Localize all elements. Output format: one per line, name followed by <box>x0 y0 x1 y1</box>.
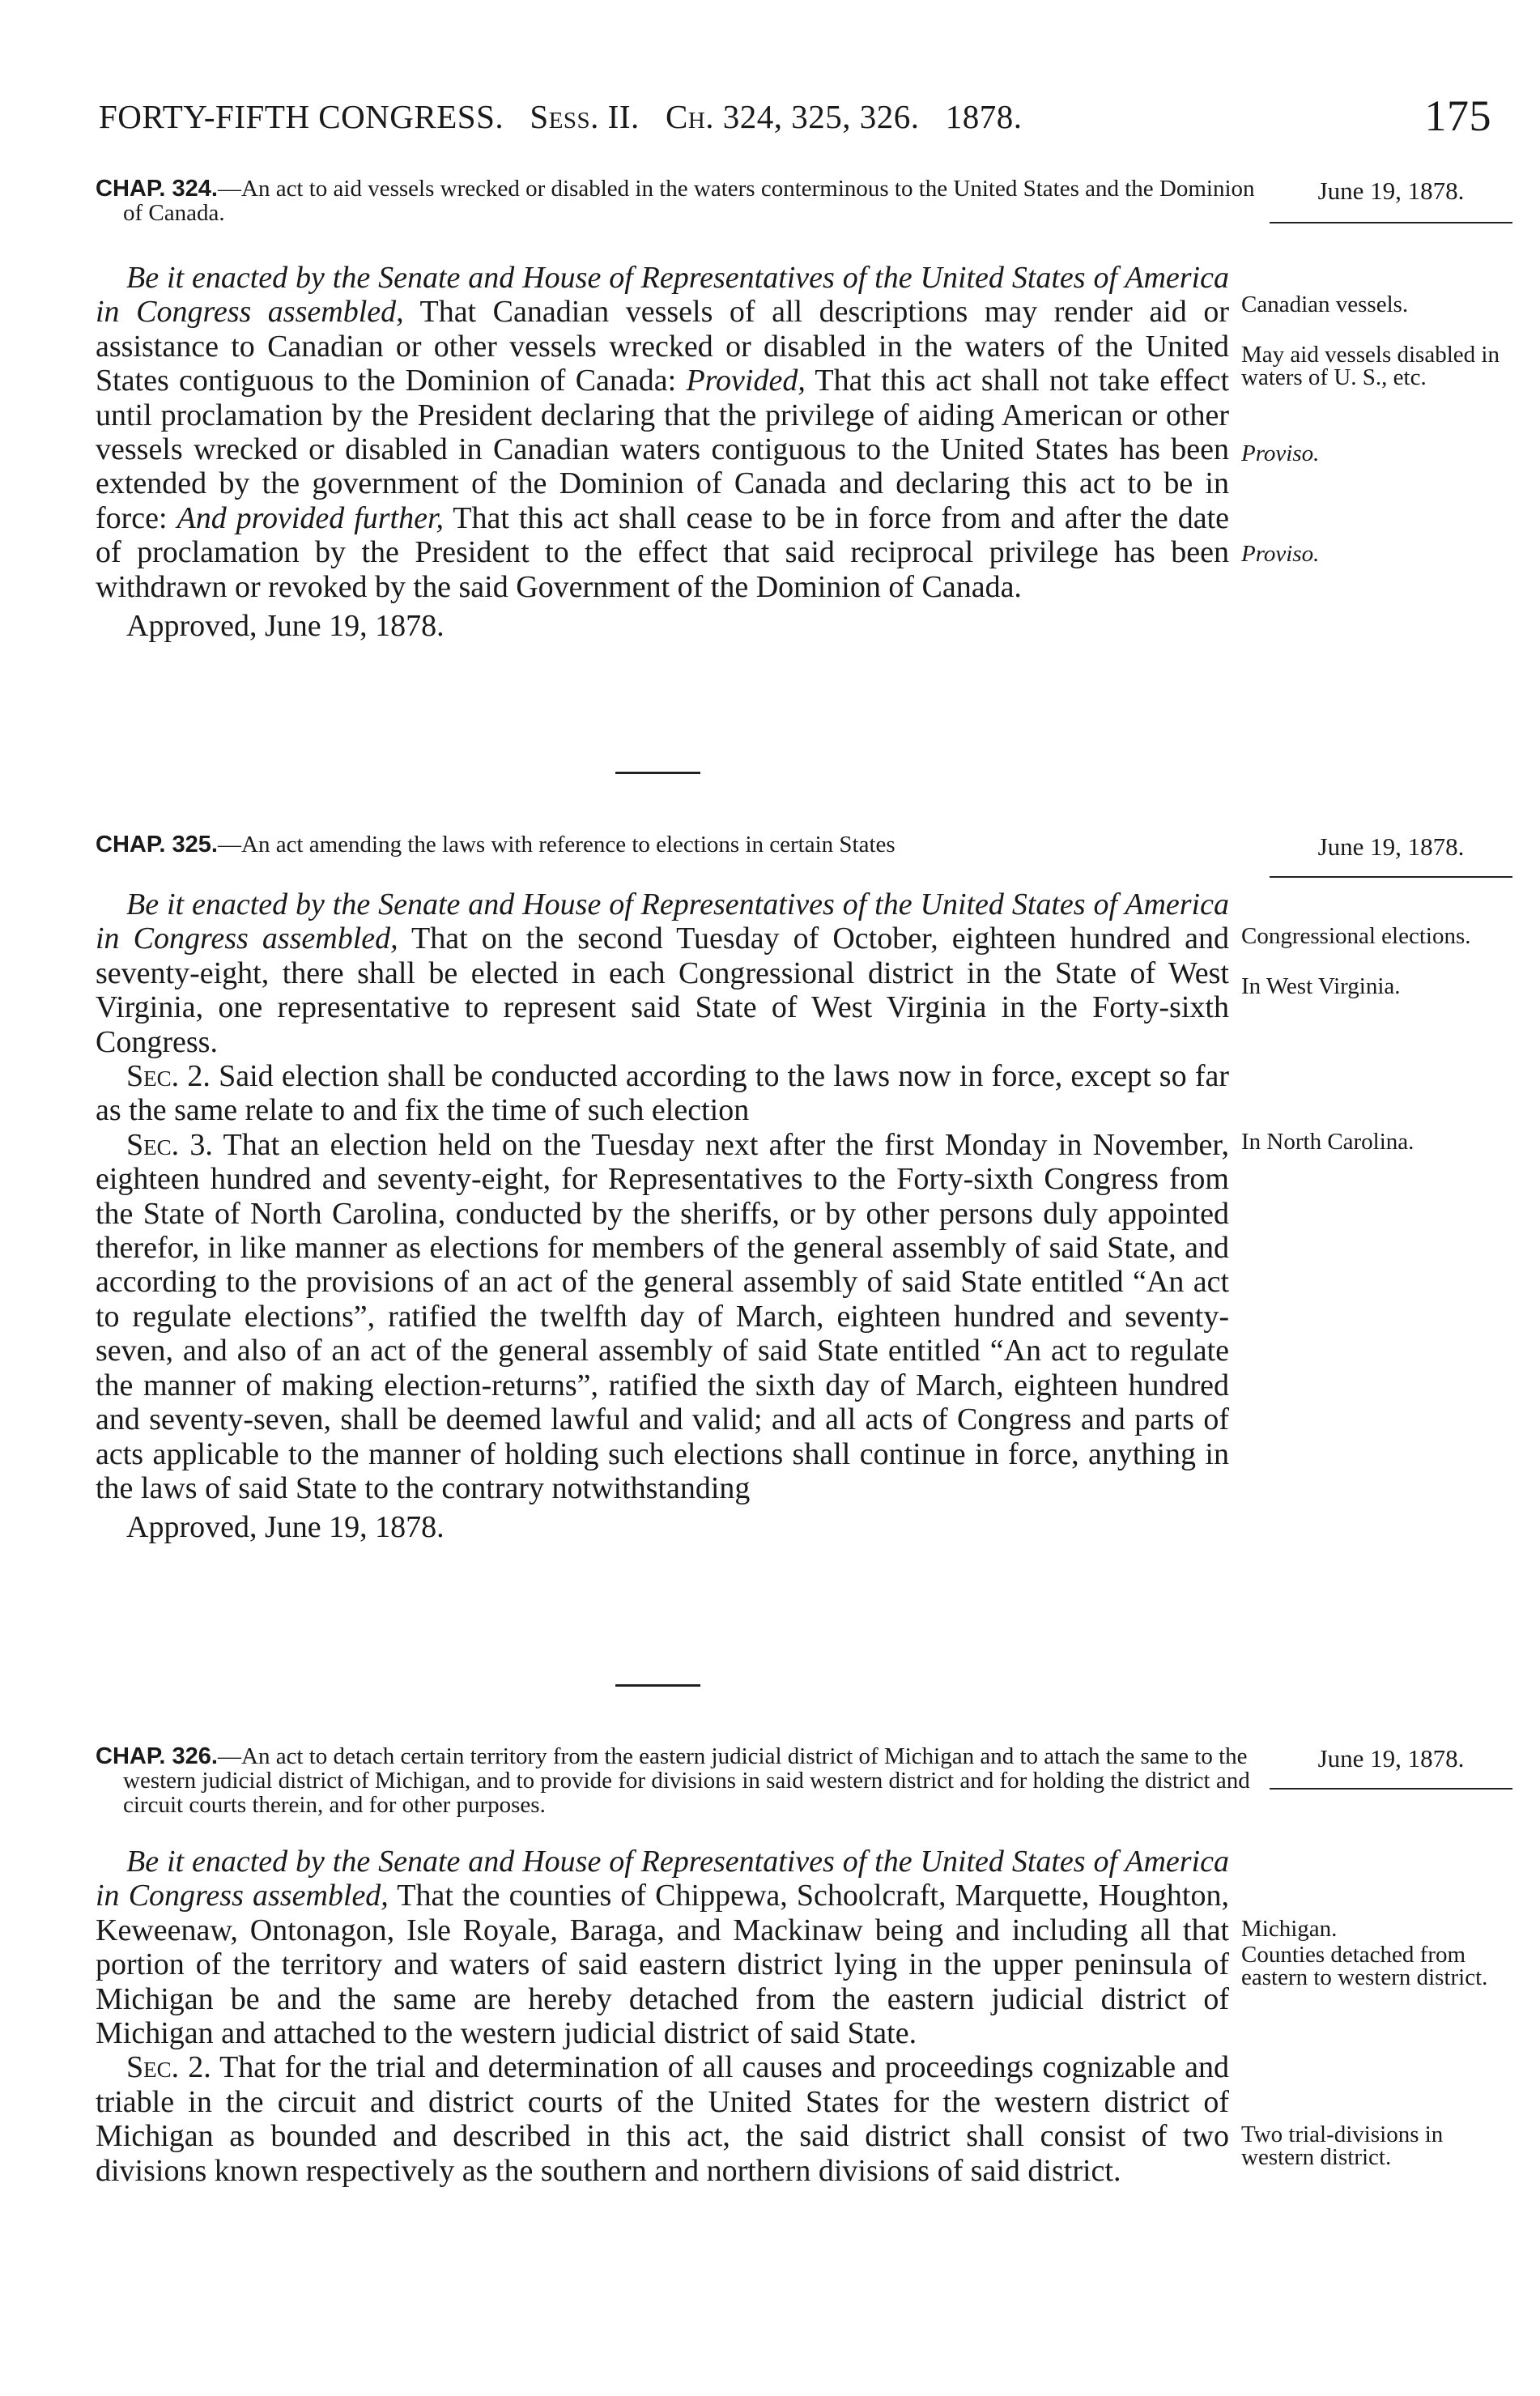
section-label: Sec. 2. <box>126 2050 211 2085</box>
chapter-324 <box>96 177 1504 643</box>
date-rule <box>1270 876 1512 878</box>
margin-note: Canadian vessels. <box>1241 292 1409 317</box>
congress-title: FORTY-FIFTH CONGRESS. <box>99 98 504 135</box>
chapter-body <box>96 1845 1229 2188</box>
section-label: Sec. 3. <box>126 1127 213 1162</box>
enacting-paragraph <box>96 261 1229 604</box>
chapter-heading <box>96 1744 1269 1817</box>
approval-date-note: June 19, 1878. <box>1317 177 1465 205</box>
body-text-1: That the counties of Chippewa, Schoolcraft, Marquette, Houghton, Keweenaw, Ontonagon, Isle Royale, Baraga, and Mackinaw being and including all that portion of the territory and waters of said eastern district lying in the upper peninsula of Michigan be and the same are hereby detached from the eastern judicial district of Michigan and attached to the western judicial district of said State. <box>96 1879 1229 2051</box>
year-label: 1878. <box>945 98 1023 135</box>
running-head <box>99 91 1491 147</box>
section-text: Said election shall be conducted according to the laws now in force, except so far as the same relate to and fix the time of such election <box>96 1059 1230 1128</box>
date-rule <box>1270 222 1512 223</box>
body-text-3: That this act shall cease to be in force from and after the date of proclamation by the President to the effect that said reciprocal privilege has been withdrawn or revoked by the said Government of the Dominion of Canada. <box>96 500 1229 604</box>
proviso-word: Provided, <box>686 364 806 398</box>
section-text: That for the trial and determination of all causes and proceedings cognizable and triable in the circuit and district courts of the United States for the western district of Michigan as bounded and described in this act, the said district shall consist of two divisions known respectively as the southern and northern divisions of said district. <box>96 2050 1229 2188</box>
approved-line: Approved, June 19, 1878. <box>126 609 445 644</box>
chapter-body <box>96 261 1229 643</box>
margin-note: Congressional elections. <box>1241 923 1471 949</box>
date-rule <box>1270 1788 1512 1790</box>
section-divider <box>615 772 700 774</box>
margin-note-proviso: Proviso. <box>1241 541 1320 567</box>
enacting-paragraph <box>96 887 1229 1059</box>
chapter-label: CHAP. 326. <box>96 1743 218 1769</box>
enacting-clause: Be it enacted by the Senate and House of Representatives of the United States of America in Congress assembled, <box>96 887 1229 956</box>
chapter-body <box>96 887 1229 1545</box>
section-text: That an election held on the Tuesday next after the first Monday in November, eighteen hundred and seventy-eight, for Representatives to the Forty-sixth Congress from the State of North Carolina, conducted by the sheriffs, or by other persons duly appointed therefor, in like manner as elections for members of the general assembly of said State, and according to the provisions of an act of the general assembly of said State entitled “An act to regulate elections”, ratified the twelfth day of March, eighteen hundred and seventy-seven, and also of an act of the general assembly of said State entitled “An act to regulate the manner of making election-returns”, ratified the sixth day of March, eighteen hundred and seventy-seven, shall be deemed lawful and valid; and all acts of Congress and parts of acts applicable to the manner of holding such elections shall continue in force, anything in the laws of said State to the contrary notwithstanding <box>96 1127 1229 1505</box>
enacting-clause: Be it enacted by the Senate and House of Representatives of the United States of America in Congress assembled, <box>96 261 1229 330</box>
approval-date-note: June 19, 1878. <box>1317 832 1465 861</box>
chapter-title: —An act to detach certain territory from the eastern judicial district of Michigan and to attach the same to the western judicial district of Michigan, and to provide for divisions in said western district and for holding the district and circuit courts therein, and for other purposes. <box>123 1743 1250 1818</box>
chapter-heading <box>96 832 1269 857</box>
chapter-325 <box>96 832 1504 1545</box>
section-label: Sec. 2. <box>126 1059 211 1094</box>
chapter-title: —An act amending the laws with reference to elections in certain States <box>218 832 895 858</box>
margin-note: In West Virginia. <box>1241 973 1401 999</box>
approval-date-note: June 19, 1878. <box>1317 1744 1465 1773</box>
chapter-heading <box>96 177 1269 225</box>
section-3-paragraph <box>96 1128 1229 1505</box>
chapters-label: Ch. 324, 325, 326. <box>665 98 920 135</box>
margin-note: Michigan. <box>1241 1916 1338 1942</box>
chapter-title: —An act to aid vessels wrecked or disabled in the waters conterminous to the United States and the Dominion of Canada. <box>123 176 1255 226</box>
margin-note: Two trial-divisions in western district. <box>1241 2122 1444 2170</box>
chapter-label: CHAP. 325. <box>96 832 218 858</box>
margin-note: In North Carolina. <box>1241 1129 1415 1155</box>
session-label: Sess. II. <box>530 98 640 135</box>
margin-note: May aid vessels disabled in waters of U. S., etc. <box>1241 342 1500 390</box>
chapter-326 <box>96 1744 1504 2188</box>
margin-note-proviso: Proviso. <box>1241 440 1320 466</box>
running-head-text <box>99 97 1023 136</box>
enacting-paragraph <box>96 1845 1229 2050</box>
chapter-label: CHAP. 324. <box>96 176 218 202</box>
page-number: 175 <box>1424 91 1491 140</box>
margin-note: Counties detached from eastern to western district. <box>1241 1942 1488 1990</box>
enacting-clause: Be it enacted by the Senate and House of Representatives of the United States of America in Congress assembled, <box>96 1845 1229 1913</box>
proviso-further-word: And provided further, <box>177 500 445 535</box>
body-text-1: That on the second Tuesday of October, eighteen hundred and seventy-eight, there shall be elected in each Congressional district in the State of West Virginia, one representative to represent said State of West Virginia in the Forty-sixth Congress. <box>96 921 1229 1059</box>
section-2-paragraph <box>96 1059 1229 1128</box>
section-divider <box>615 1684 700 1687</box>
body-text-1: That Canadian vessels of all descriptions may render aid or assistance to Canadian or other vessels wrecked or disabled in the waters of the United States contiguous to the Dominion of Canada: <box>96 295 1229 398</box>
body-text-2: That this act shall not take effect until proclamation by the President declaring that the privilege of aiding American or other vessels wrecked or disabled in Canadian waters contiguous to the United States has been extended by the government of the Dominion of Canada and declaring this act to be in force: <box>96 364 1229 535</box>
approved-line: Approved, June 19, 1878. <box>126 1510 445 1545</box>
section-2-paragraph <box>96 2050 1229 2188</box>
